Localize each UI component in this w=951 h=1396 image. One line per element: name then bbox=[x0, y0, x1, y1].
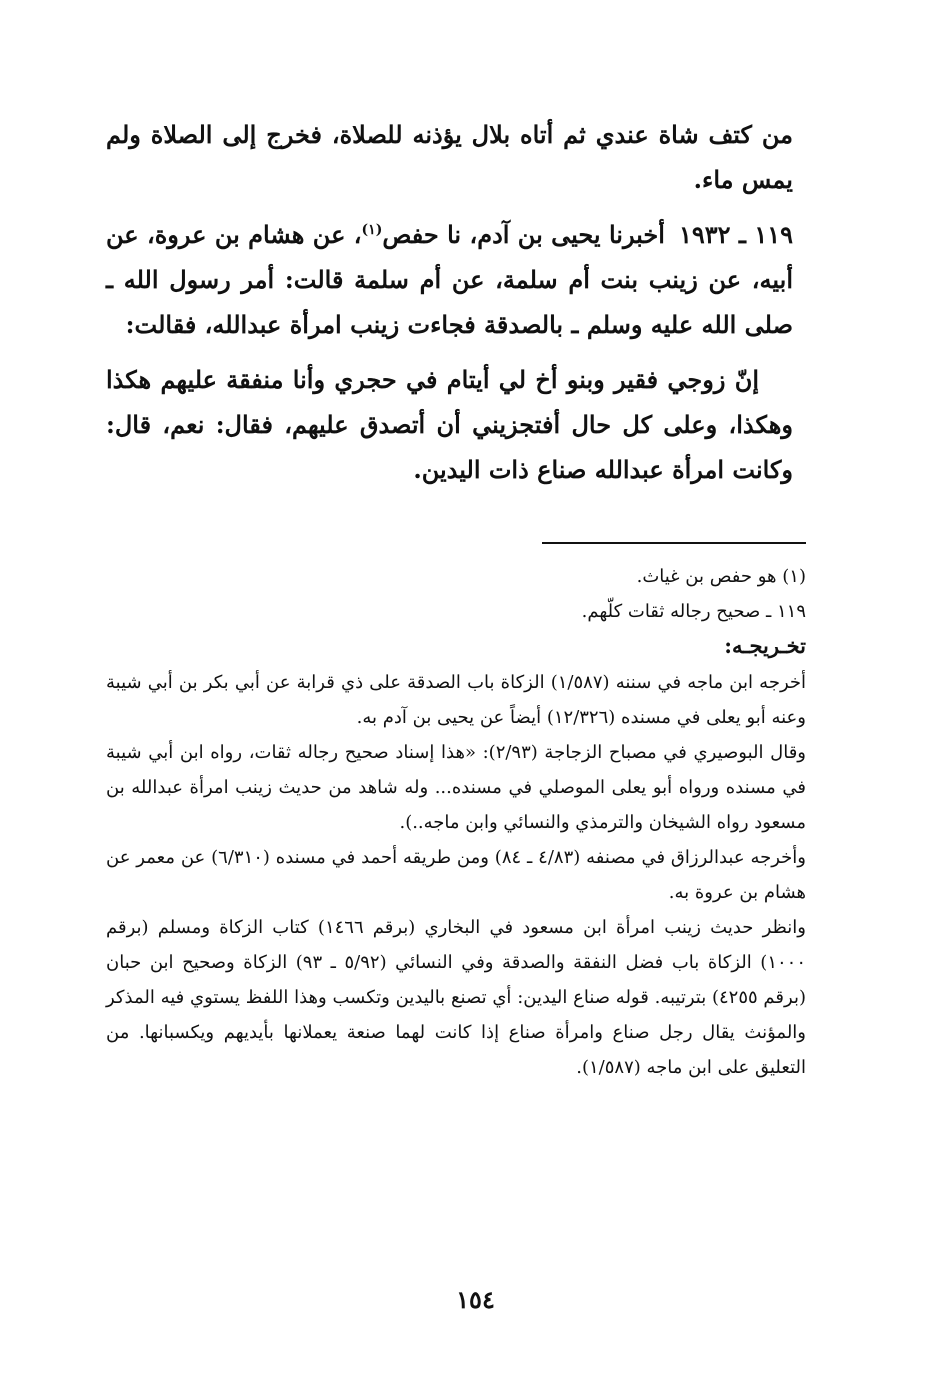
takhrij-heading: تخـريجـه: bbox=[724, 633, 806, 658]
main-text bbox=[106, 112, 793, 492]
footnote-separator bbox=[542, 542, 806, 544]
hadith-number: ١١٩ ـ ١٩٣٢ bbox=[678, 220, 793, 249]
takhrij-paragraph-4: وانظر حديث زينب امرأة ابن مسعود في البخاري (برقم ١٤٦٦) كتاب الزكاة ومسلم (برقم ١٠٠٠) الزكاة باب فضل النفقة والصدقة وفي النسائي (٥/٩٢ ـ ٩٣) الزكاة وصحيح ابن حبان (برقم ٤٢٥٥) بترتيبه. قوله صناع اليدين: أي تصنع باليدين وتكسب وهذا اللفظ يستوي فيه المذكر والمؤنث يقال رجل صناع وامرأة صناع إذا كانت لهما صنعة يعملانها بأيديهم ويكسبانها. من التعليق على ابن ماجه (١/٥٨٧). bbox=[106, 917, 807, 1078]
footnotes bbox=[106, 559, 806, 1085]
takhrij-heading-line bbox=[106, 629, 806, 665]
hadith-isnad-start: أخبرنا يحيى بن آدم، نا حفص bbox=[382, 220, 665, 249]
paragraph-continuation: من كتف شاة عندي ثم أتاه بلال يؤذنه للصلاة، فخرج إلى الصلاة ولم يمس ماء. bbox=[106, 120, 793, 194]
footnote-marker: (١) bbox=[361, 222, 383, 238]
takhrij-paragraph-2: وقال البوصيري في مصباح الزجاجة (٢/٩٣): «هذا إسناد صحيح رجاله ثقات، رواه ابن أبي شيبة في مسنده ورواه أبو يعلى الموصلي في مسنده... وله شاهد من حديث زينب امرأة عبدالله بن مسعود رواه الشيخان والترمذي والنسائي وابن ماجه..). bbox=[106, 742, 806, 833]
hadith-isnad-rest: ، عن هشام بن عروة، عن أبيه، عن زينب بنت أم سلمة، عن أم سلمة قالت: أمر رسول الله ـ صلى الله عليه وسلم ـ بالصدقة فجاءت زينب امرأة عبدالله، فقالت: bbox=[106, 220, 793, 339]
hadith-paragraph bbox=[106, 212, 793, 347]
takhrij-paragraph-3: وأخرجه عبدالرزاق في مصنفه (٤/٨٣ ـ ٨٤) ومن طريقه أحمد في مسنده (٦/٣١٠) عن معمر عن هشام بن عروة به. bbox=[106, 847, 806, 903]
footnote-grading: ١١٩ ـ صحيح رجاله ثقات كلّهم. bbox=[581, 601, 806, 622]
page-number: ١٥٤ bbox=[456, 1285, 495, 1314]
hadith-matn: إنّ زوجي فقير وبنو أخ لي أيتام في حجري وأنا منفقة عليهم هكذا وهكذا، وعلى كل حال أفتجزيني أن أتصدق عليهم، فقال: نعم، قال: وكانت امرأة عبدالله صناع ذات اليدين. bbox=[106, 365, 793, 484]
takhrij-paragraph-1: أخرجه ابن ماجه في سننه (١/٥٨٧) الزكاة باب الصدقة على ذي قرابة عن أبي بكر بن أبي شيبة وعنه أبو يعلى في مسنده (١٢/٣٢٦) أيضاً عن يحيى بن آدم به. bbox=[106, 672, 806, 728]
footnote-1: (١) هو حفص بن غياث. bbox=[636, 566, 806, 587]
